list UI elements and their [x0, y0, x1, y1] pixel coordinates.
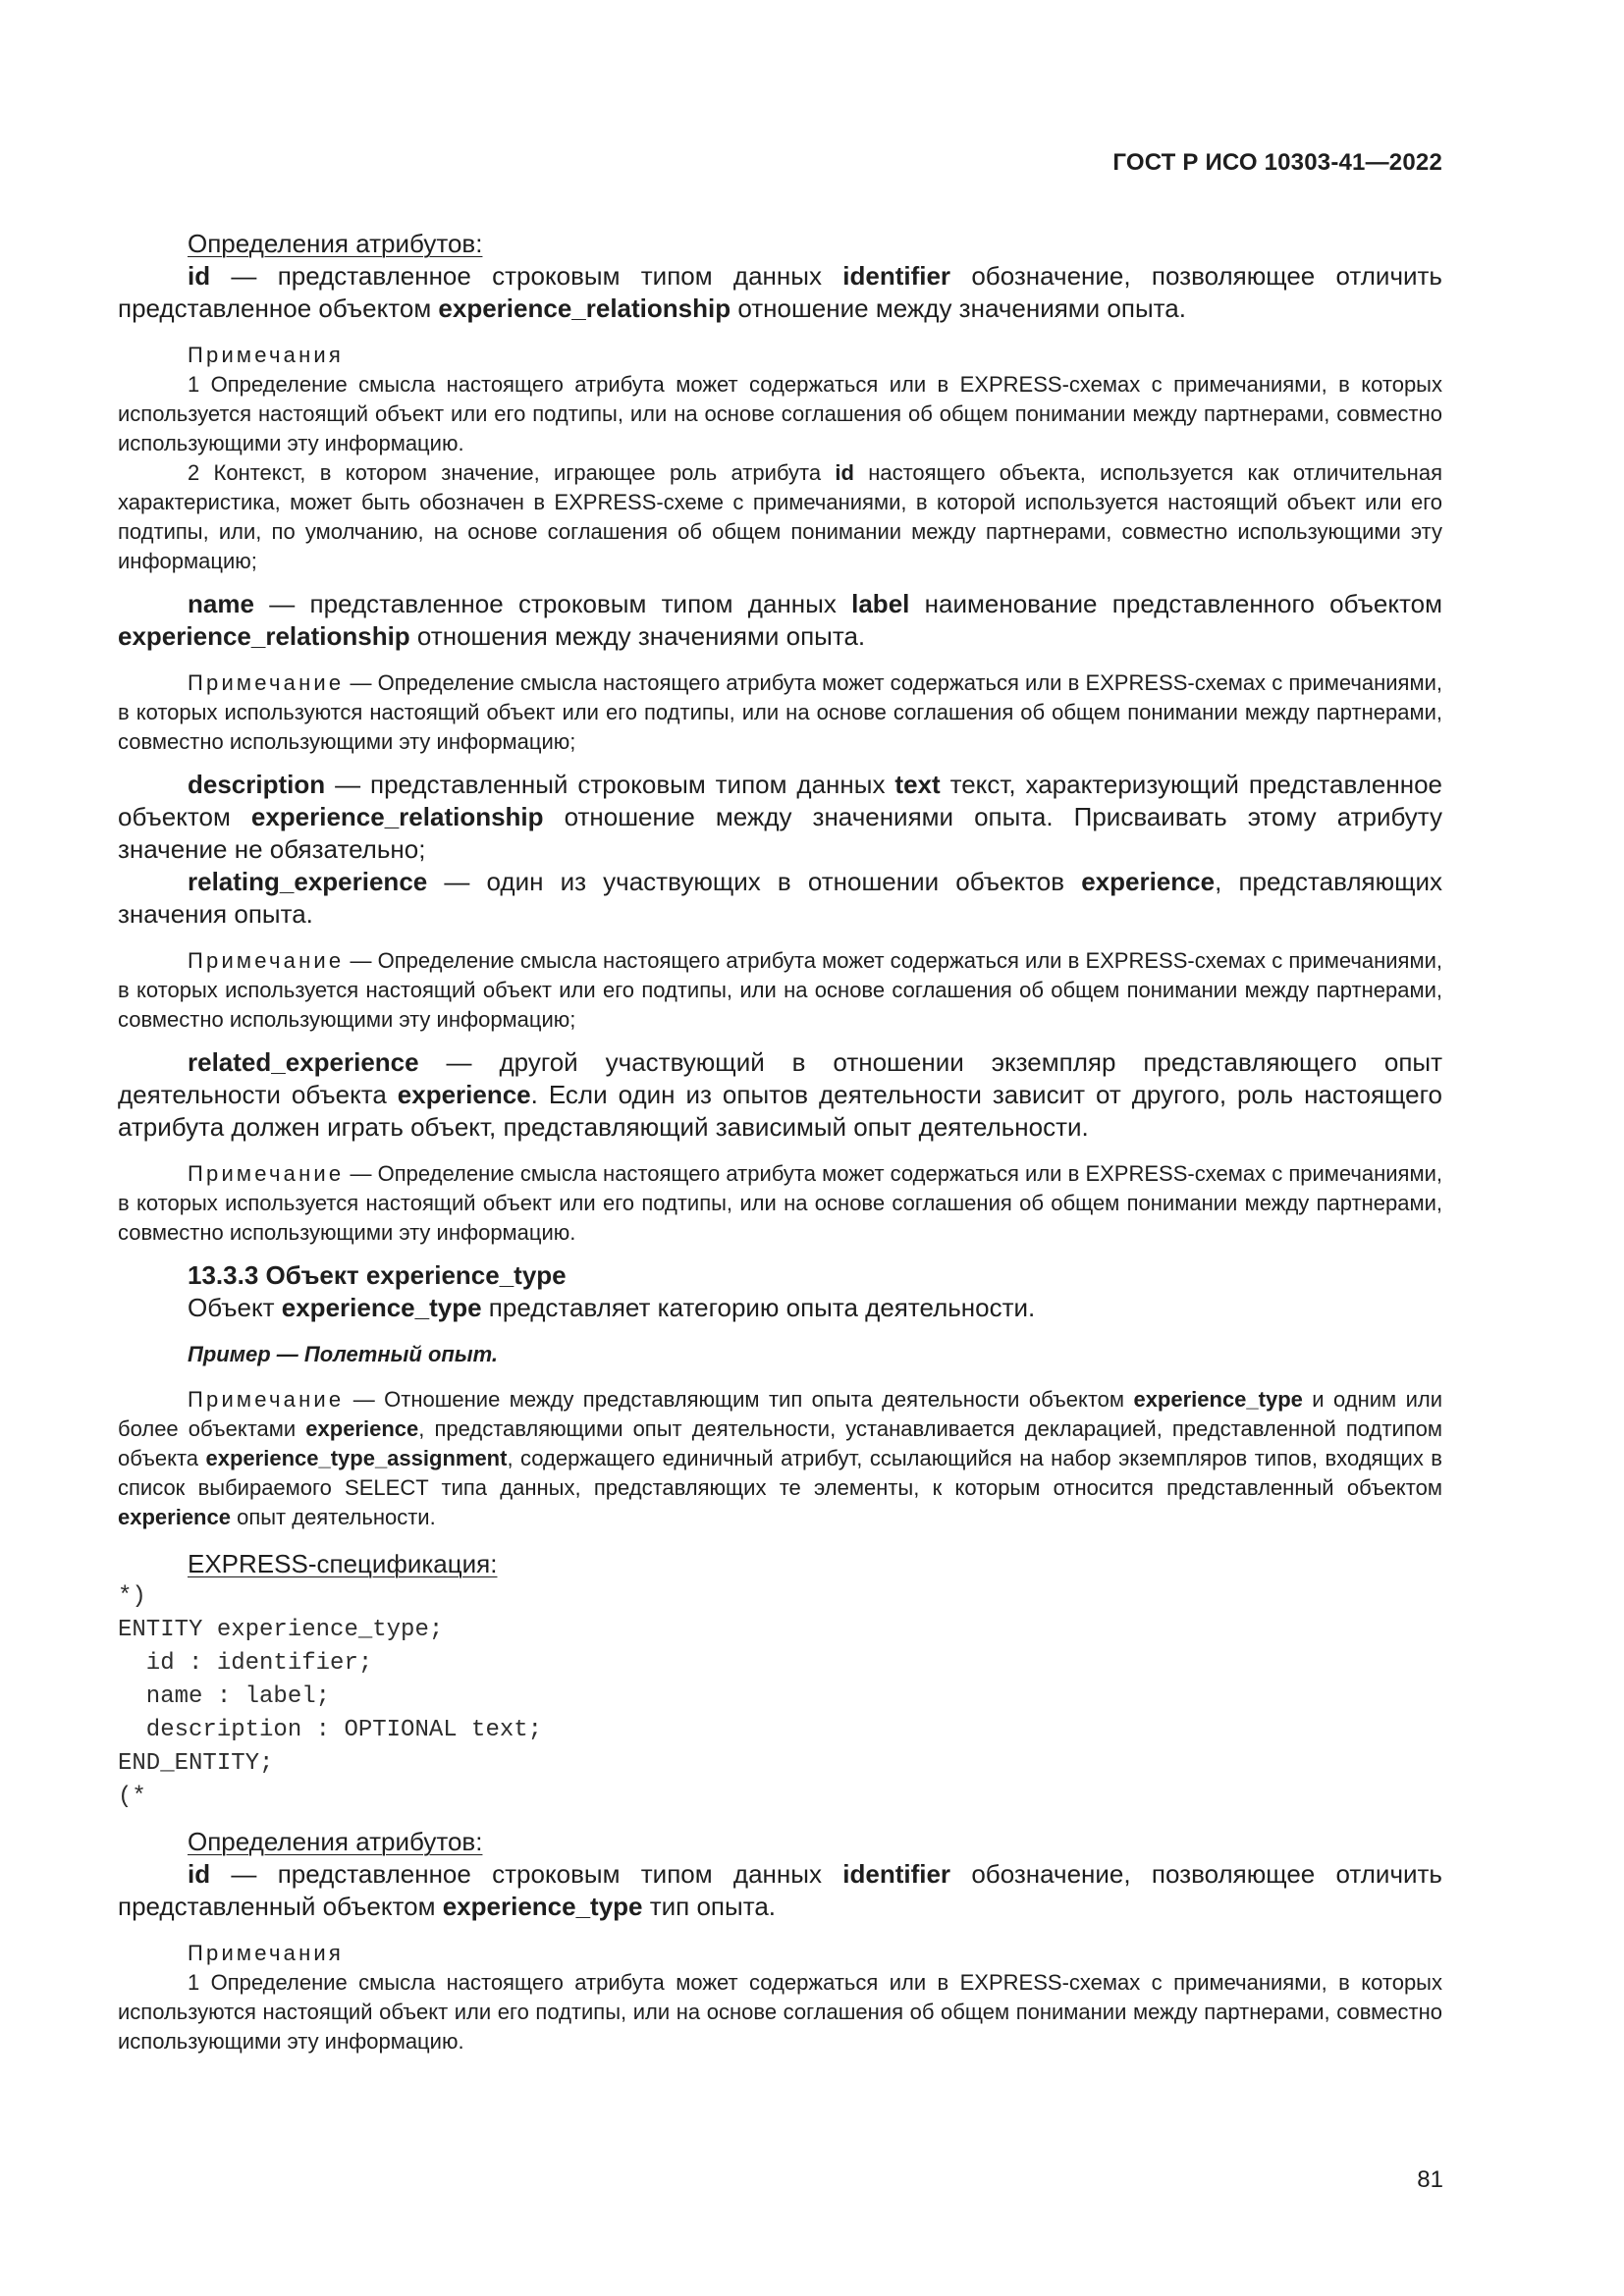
text: Объект: [188, 1293, 282, 1322]
attribute-relating-experience-definition: [118, 866, 1442, 931]
text: — Определение смысла настоящего атрибута может содержаться или в EXPRESS-схемах с примечаниями, в которых используется настоящий объект или его подтипы, или на основе соглашения об общем понимании между партнерами, совместно использующими эту информацию;: [118, 948, 1442, 1032]
attr-name: id: [188, 1859, 211, 1889]
text: — представленный строковым типом данных: [325, 770, 895, 799]
text: — Определение смысла настоящего атрибута может содержаться или в EXPRESS-схемах с примечаниями, в которых используется настоящий объект или его подтипы, или на основе соглашения об общем понимании между партнерами, совместно использующими эту информацию.: [118, 1161, 1442, 1245]
page-content: [118, 228, 1442, 2056]
code-line: ENTITY experience_type;: [118, 1617, 444, 1643]
entity-name: experience_type: [281, 1293, 482, 1322]
type-name: text: [894, 770, 941, 799]
attr-name: id: [835, 460, 854, 485]
attribute-id-definition-2: [118, 1858, 1442, 1923]
code-line: id : identifier;: [118, 1650, 373, 1677]
section-note: [118, 1385, 1442, 1532]
attribute-id-definition: [118, 260, 1442, 325]
type-name: label: [851, 589, 910, 618]
text: настоящего объекта, используется как отличительная характеристика, может быть обозначен в EXPRESS-схеме с примечаниями, в которой используется настоящий объект или его подтипы, или, по умолчанию, на основе соглашения об общем понимании между партнерами, совместно использующими эту информацию;: [118, 460, 1442, 573]
entity-name: experience: [1081, 867, 1216, 896]
text: — Отношение между представляющим тип опыта деятельности объектом: [344, 1387, 1134, 1412]
page-number: 81: [1417, 2166, 1443, 2193]
attribute-name-definition: [118, 588, 1442, 653]
attr-name: related_experience: [188, 1047, 419, 1077]
entity-name: experience_relationship: [438, 294, 731, 323]
note-related-experience: [118, 1159, 1442, 1248]
attr-name: id: [188, 261, 211, 291]
text: наименование представленного объектом: [909, 589, 1442, 618]
text: — представленное строковым типом данных: [210, 1859, 843, 1889]
notes-heading: Примечания: [188, 343, 345, 367]
entity-name: experience_relationship: [250, 802, 544, 831]
code-line: *): [118, 1583, 146, 1610]
entity-name: experience_relationship: [118, 621, 410, 651]
text: — один из участвующих в отношении объектов: [427, 867, 1082, 896]
entity-name: experience_type: [442, 1892, 643, 1921]
code-line: name : label;: [118, 1683, 331, 1710]
entity-name: experience_type: [1133, 1387, 1303, 1412]
attribute-description-definition: [118, 769, 1442, 866]
attribute-definitions-label: [118, 228, 1442, 260]
notes-heading-2: Примечания: [188, 1941, 345, 1965]
note-1-2: 1 Определение смысла настоящего атрибута может содержаться или в EXPRESS-схемах с примечаниями, в которых используются настоящий объект или его подтипы, или на основе соглашения об общем понимании между партнерами, совместно использующими эту информацию.: [118, 1970, 1442, 2054]
text: — представленное строковым типом данных: [253, 589, 852, 618]
note-name: [118, 668, 1442, 757]
section-intro: [118, 1292, 1442, 1324]
express-specification-label: [118, 1548, 1442, 1580]
text: обозначение, позволяющее отличить представленное объектом: [118, 261, 1442, 323]
express-code-block: [118, 1580, 1442, 1814]
text: отношения между значениями опыта.: [409, 621, 866, 651]
text: , представляющими опыт деятельности, устанавливается декларацией, представленной подтипом объекта: [118, 1416, 1443, 1470]
note-word: Примечание: [188, 1161, 345, 1186]
document-number-header: ГОСТ Р ИСО 10303-41—2022: [1112, 149, 1442, 176]
text: текст, характеризующий представленное объектом: [118, 770, 1442, 831]
attribute-related-experience-definition: [118, 1046, 1442, 1144]
note-2: [118, 458, 1442, 576]
entity-name: experience: [118, 1505, 231, 1529]
text: , представляющих значения опыта.: [118, 867, 1442, 929]
text: . Если один из опытов деятельности зависит от другого, роль настоящего атрибута должен играть объект, представляющий зависимый опыт деятельности.: [118, 1080, 1442, 1142]
code-line: (*: [118, 1784, 146, 1810]
entity-name: experience: [305, 1416, 419, 1441]
text: представляет категорию опыта деятельности.: [481, 1293, 1036, 1322]
text: 2 Контекст, в котором значение, играющее роль атрибута: [188, 460, 836, 485]
text: тип опыта.: [642, 1892, 776, 1921]
text: — Определение смысла настоящего атрибута может содержаться или в EXPRESS-схемах с примечаниями, в которых используются настоящий объект или его подтипы, или на основе соглашения об общем понимании между партнерами, совместно использующими эту информацию;: [118, 670, 1442, 754]
text: — другой участвующий в отношении экземпляр представляющего опыт деятельности объекта: [118, 1047, 1442, 1109]
type-name: identifier: [842, 261, 951, 291]
text: обозначение, позволяющее отличить представленный объектом: [118, 1859, 1442, 1921]
note-word: Примечание: [188, 948, 345, 973]
text: отношение между значениями опыта.: [731, 294, 1186, 323]
entity-name: experience_type_assignment: [205, 1446, 508, 1470]
text: и одним или более объектами: [118, 1387, 1442, 1441]
type-name: identifier: [842, 1859, 951, 1889]
attr-name: description: [188, 770, 326, 799]
text: , содержащего единичный атрибут, ссылающийся на набор экземпляров типов, входящих в список выбираемого SELECT типа данных, представляющих те элементы, к которым относится представленный объектом: [118, 1446, 1442, 1500]
express-specification-label-text: EXPRESS-спецификация:: [188, 1549, 498, 1578]
attr-name: relating_experience: [188, 867, 428, 896]
example: Пример — Полетный опыт.: [188, 1342, 499, 1366]
text: опыт деятельности.: [230, 1505, 436, 1529]
code-line: description : OPTIONAL text;: [118, 1717, 543, 1743]
attr-name: name: [188, 589, 254, 618]
note-1: 1 Определение смысла настоящего атрибута может содержаться или в EXPRESS-схемах с примечаниями, в которых используется настоящий объект или его подтипы, или на основе соглашения об общем понимании между партнерами, совместно использующими эту информацию.: [118, 372, 1442, 455]
text: отношение между значениями опыта. Присваивать этому атрибуту значение не обязательно;: [118, 802, 1442, 864]
text: — представленное строковым типом данных: [210, 261, 843, 291]
attribute-definitions-label-2: [118, 1826, 1442, 1858]
note-relating-experience: [118, 946, 1442, 1035]
note-word: Примечание: [188, 670, 345, 695]
entity-name: experience: [397, 1080, 531, 1109]
attribute-definitions-label-text: Определения атрибутов:: [188, 1827, 483, 1856]
attribute-definitions-label-text: Определения атрибутов:: [188, 229, 483, 258]
code-line: END_ENTITY;: [118, 1750, 274, 1777]
note-word: Примечание: [188, 1387, 345, 1412]
section-heading: 13.3.3 Объект experience_type: [188, 1260, 567, 1290]
